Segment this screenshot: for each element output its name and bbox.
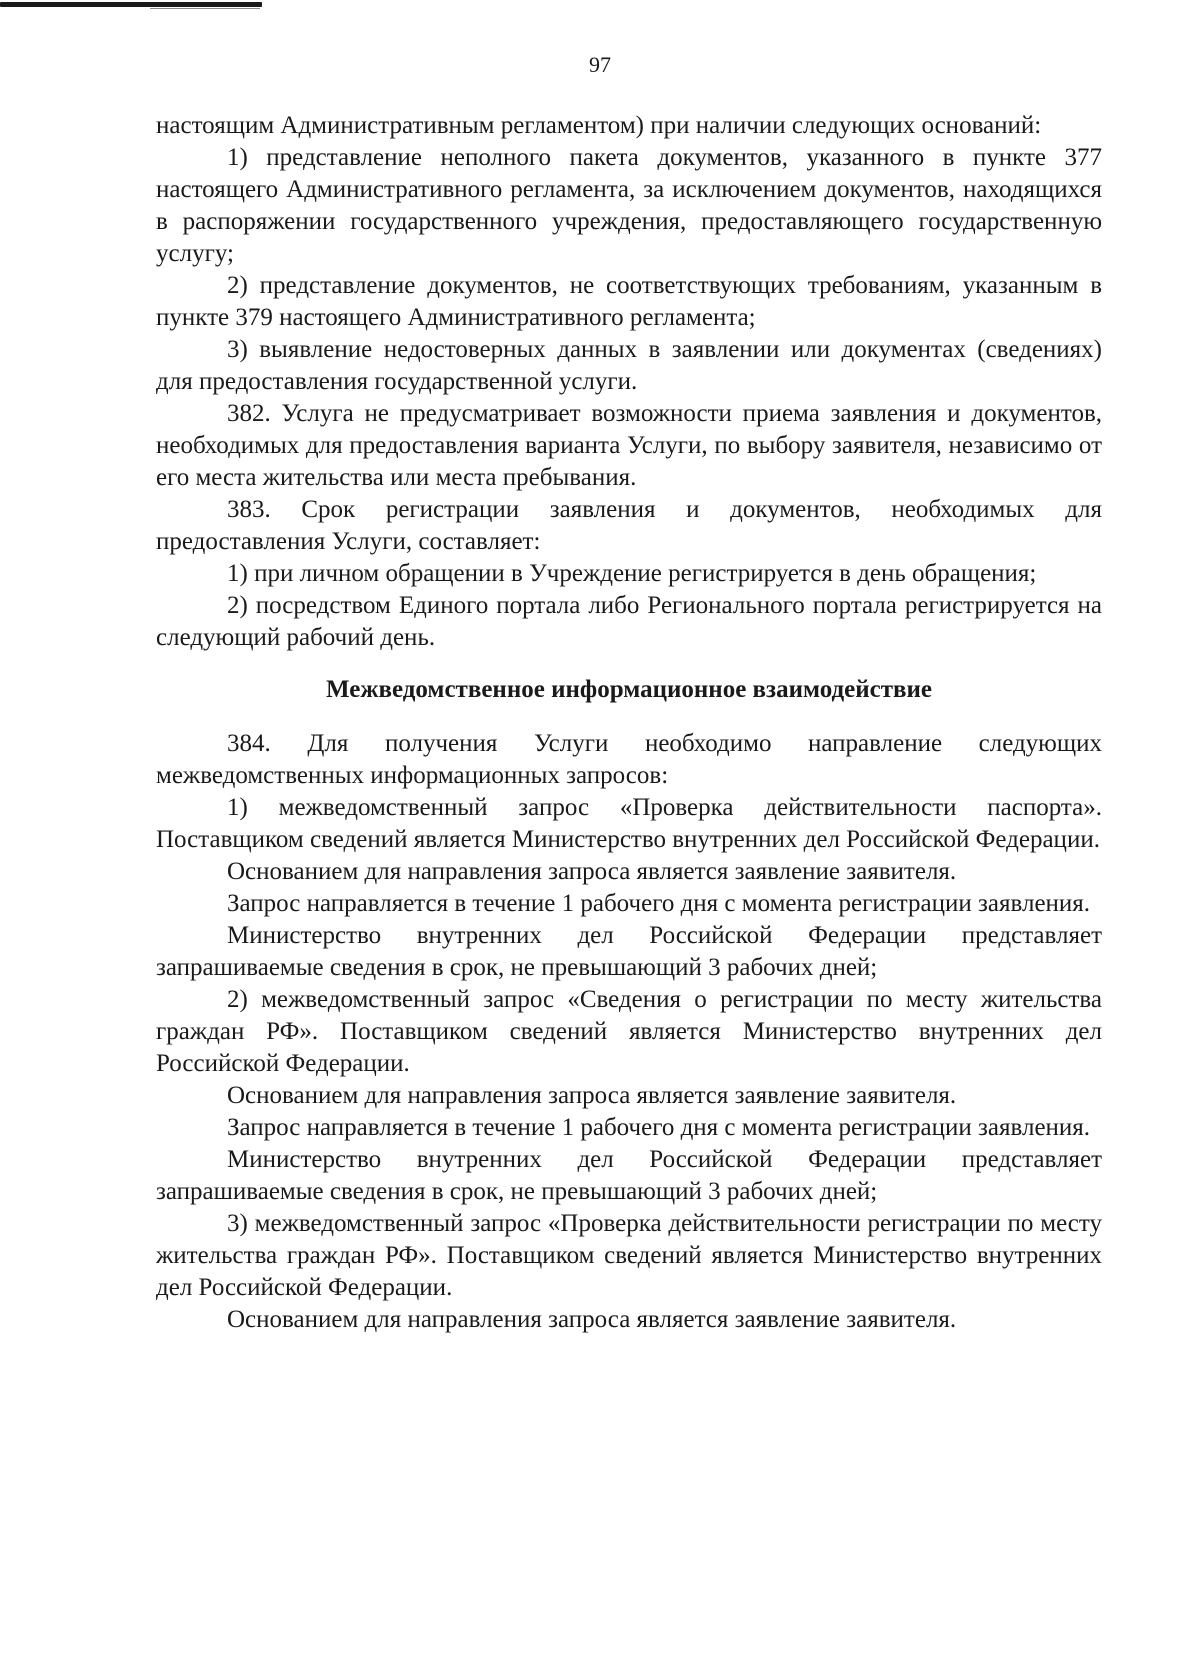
paragraph: 384. Для получения Услуги необходимо направление следующих межведомственных информационных запросов: — [156, 730, 1102, 789]
document-body — [156, 110, 1102, 1336]
paragraph: Основанием для направления запроса является заявление заявителя. — [227, 1082, 957, 1109]
paragraph: 2) представление документов, не соответствующих требованиям, указанным в пункте 379 настоящего Административного регламента; — [156, 272, 1102, 331]
section-heading: Межведомственное информационное взаимодействие — [326, 676, 932, 703]
scan-artifact-bar — [0, 2, 262, 7]
scan-artifact-line — [150, 8, 260, 9]
paragraph: 2) межведомственный запрос «Сведения о регистрации по месту жительства граждан РФ». Поставщиком сведений является Министерство внутренних дел Российской Федерации. — [156, 986, 1102, 1077]
paragraph: 383. Срок регистрации заявления и документов, необходимых для предоставления Услуги, составляет: — [156, 496, 1102, 555]
paragraph: 1) межведомственный запрос «Проверка действительности паспорта». Поставщиком сведений является Министерство внутренних дел Российской Федерации. — [156, 794, 1102, 853]
paragraph: настоящим Административным регламентом) при наличии следующих оснований: — [156, 112, 1042, 139]
paragraph: 3) межведомственный запрос «Проверка действительности регистрации по месту жительства граждан РФ». Поставщиком сведений является Министерство внутренних дел Российской Федерации. — [156, 1210, 1102, 1301]
paragraph: Запрос направляется в течение 1 рабочего дня с момента регистрации заявления. — [227, 1114, 1091, 1141]
paragraph: Основанием для направления запроса является заявление заявителя. — [227, 858, 957, 885]
paragraph: 1) при личном обращении в Учреждение регистрируется в день обращения; — [227, 560, 1037, 587]
paragraph: Запрос направляется в течение 1 рабочего дня с момента регистрации заявления. — [227, 890, 1091, 917]
paragraph: 382. Услуга не предусматривает возможности приема заявления и документов, необходимых для предоставления варианта Услуги, по выбору заявителя, независимо от его места жительства или места пребывания. — [156, 400, 1102, 491]
paragraph: Министерство внутренних дел Российской Федерации представляет запрашиваемые сведения в срок, не превышающий 3 рабочих дней; — [156, 922, 1102, 981]
paragraph: 2) посредством Единого портала либо Регионального портала регистрируется на следующий рабочий день. — [156, 592, 1102, 651]
paragraph: Министерство внутренних дел Российской Федерации представляет запрашиваемые сведения в срок, не превышающий 3 рабочих дней; — [156, 1146, 1102, 1205]
paragraph: 1) представление неполного пакета документов, указанного в пункте 377 настоящего Административного регламента, за исключением документов, находящихся в распоряжении государственного учреждения, предоставляющего государственную услугу; — [156, 144, 1102, 267]
paragraph: 3) выявление недостоверных данных в заявлении или документах (сведениях) для предоставления государственной услуги. — [156, 336, 1102, 395]
paragraph: Основанием для направления запроса является заявление заявителя. — [227, 1306, 957, 1333]
page-number: 97 — [589, 52, 611, 77]
